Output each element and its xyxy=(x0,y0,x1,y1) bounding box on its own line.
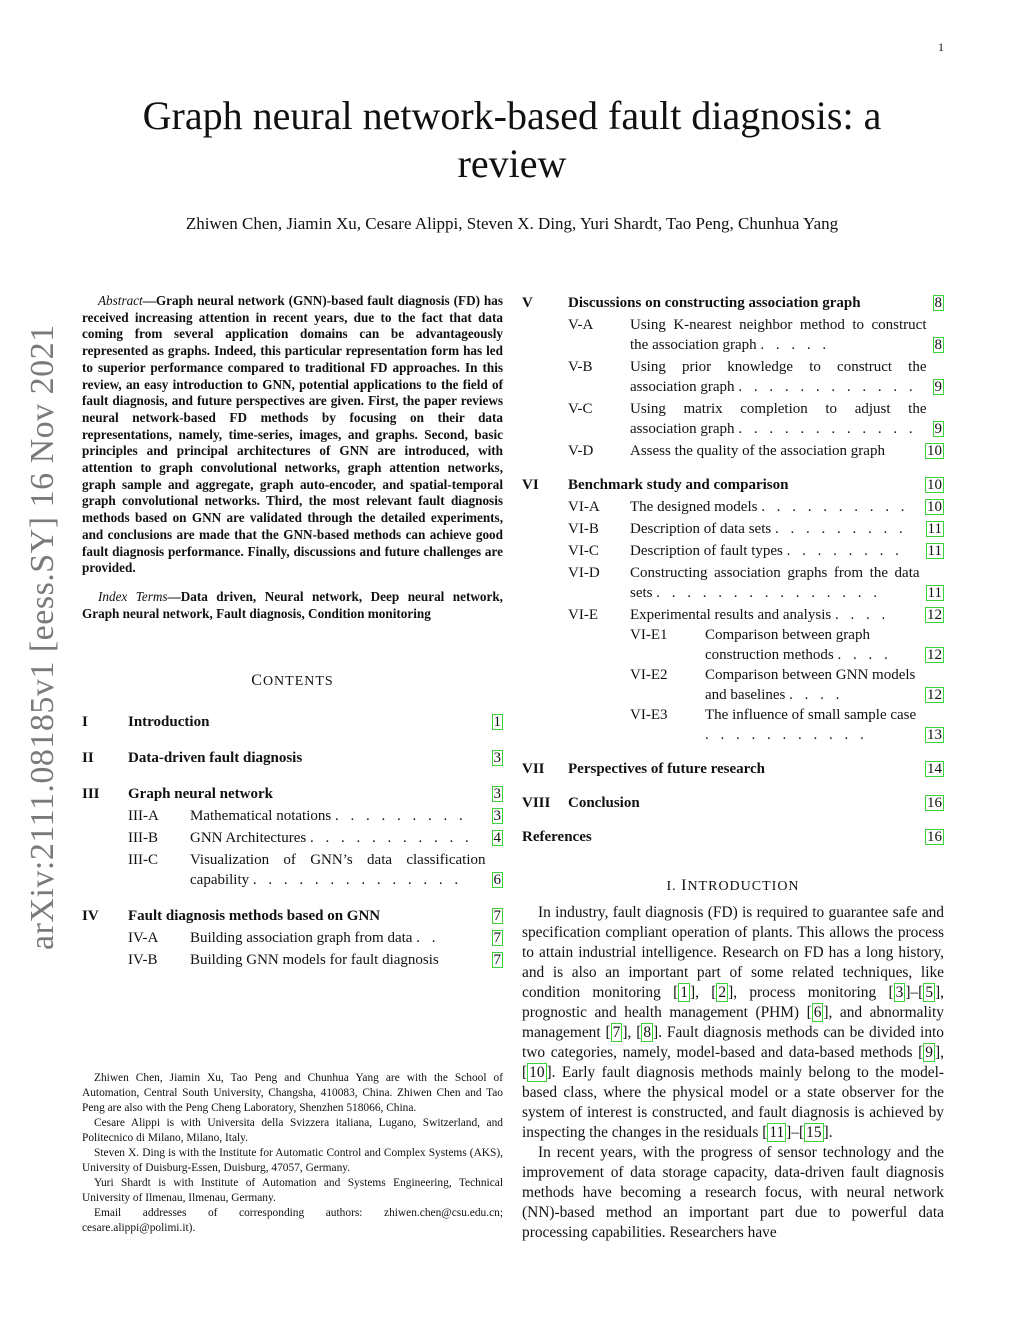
right-column xyxy=(522,293,944,1243)
toc-page-link[interactable]: 7 xyxy=(493,930,501,947)
toc-page-link[interactable]: 10 xyxy=(927,499,942,515)
toc-page-link[interactable]: 14 xyxy=(927,761,942,777)
toc-subsubentry[interactable]: VI-E3 The influence of small sample case . . . . . . . . . . . 13 xyxy=(630,707,942,743)
toc-entry[interactable]: VIII Conclusion 16 xyxy=(522,795,942,811)
citation-link[interactable]: 3 xyxy=(895,984,904,1001)
citation-link[interactable]: 1 xyxy=(680,984,688,1001)
page-number: 1 xyxy=(938,40,944,54)
toc-page-link[interactable]: 10 xyxy=(927,477,942,493)
toc-entry[interactable]: IV Fault diagnosis methods based on GNN 7 xyxy=(82,908,501,925)
toc-subentry[interactable]: VI-D Constructing association graphs from the data sets . . . . . . . . . . . . . . . 11 xyxy=(568,565,942,601)
toc-page-link[interactable]: 11 xyxy=(927,543,942,559)
introduction-body xyxy=(522,903,944,1243)
toc-subentry[interactable]: IV-A Building association graph from data . . 7 xyxy=(128,930,501,947)
toc-page-link[interactable]: 9 xyxy=(934,379,942,395)
toc-page-link[interactable]: 12 xyxy=(927,687,942,703)
arxiv-stamp[interactable]: arXiv:2111.08185v1 [eess.SY] 16 Nov 2021 xyxy=(24,324,61,950)
citation-link[interactable]: 15 xyxy=(806,1124,822,1141)
toc-subentry[interactable]: IV-B Building GNN models for fault diagnosis 7 xyxy=(128,952,501,969)
toc-subentry[interactable]: VI-A The designed models . . . . . . . . . . 10 xyxy=(568,499,942,515)
footnote: Yuri Shardt is with Institute of Automation and Systems Engineering, Technical University of Ilmenau, Ilmenau, Germany. xyxy=(82,1177,503,1204)
citation-link[interactable]: 9 xyxy=(925,1044,933,1061)
footnote: Email addresses of corresponding authors: zhiwen.chen@csu.edu.cn; cesare.alippi@polimi.it). xyxy=(82,1207,503,1234)
citation-link[interactable]: 6 xyxy=(813,1004,822,1021)
toc-entry[interactable]: References 16 xyxy=(522,829,942,845)
toc-entry[interactable]: V Discussions on constructing association graph 8 xyxy=(522,295,942,311)
toc-page-link[interactable]: 16 xyxy=(927,795,942,811)
toc-subentry[interactable]: III-B GNN Architectures . . . . . . . . . . . 4 xyxy=(128,830,501,847)
toc-subentry[interactable]: III-C Visualization of GNN’s data classification capability . . . . . . . . . . . . . . 6 xyxy=(128,852,501,889)
toc-subsubentry[interactable]: VI-E2 Comparison between GNN models and baselines . . . . 12 xyxy=(630,667,942,703)
paragraph: In industry, fault diagnosis (FD) is required to guarantee safe and specification compliant operation of plants. This allows the process to attain industrial intelligence. Research on FD has a long history, and is also an important part of some related techniques, like condition monitoring [ 1 ], [ 2 ], process monitoring [ 3 ]–[ 5 ], prognostic and health management (PHM) [ 6 ], and abnormality management [ 7 ], [ 8 ]. Fault diagnosis methods can be divided into two categories, namely, model-based and data-based methods [ 9 ], [ 10 ]. Early fault diagnosis methods mainly belong to the model-based class, where the physical model or a state observer for the system of interest is constructed, and fault diagnosis is achieved by inspecting the changes in the residuals [ 11 ]–[ 15 ]. xyxy=(522,904,945,1141)
toc-right xyxy=(522,293,944,847)
toc-entry[interactable]: VI Benchmark study and comparison 10 xyxy=(522,477,942,493)
toc-page-link[interactable]: 3 xyxy=(493,808,501,825)
toc-entry[interactable]: II Data-driven fault diagnosis 3 xyxy=(82,750,501,767)
citation-link[interactable]: 2 xyxy=(718,984,727,1001)
toc-subentry[interactable]: V-B Using prior knowledge to construct the association graph . . . . . . . . . . . . 9 xyxy=(568,359,942,395)
author-list: Zhiwen Chen, Jiamin Xu, Cesare Alippi, Steven X. Ding, Yuri Shardt, Tao Peng, Chunhua Yang xyxy=(185,214,839,233)
toc-page-link[interactable]: 8 xyxy=(934,337,942,353)
toc-subentry[interactable]: V-D Assess the quality of the association graph 10 xyxy=(568,443,942,459)
toc-page-link[interactable]: 4 xyxy=(493,830,501,847)
toc-page-link[interactable]: 9 xyxy=(934,421,942,437)
toc-subentry[interactable]: VI-B Description of data sets . . . . . . . . . 11 xyxy=(568,521,942,537)
toc-page-link[interactable]: 6 xyxy=(493,872,501,889)
toc-page-link[interactable]: 8 xyxy=(934,295,942,311)
toc-page-link[interactable]: 7 xyxy=(493,908,501,925)
index-terms-text: —Data driven, Neural network, Deep neural network, Graph neural network, Fault diagnosis, Condition monitoring xyxy=(82,588,503,621)
toc-subentry[interactable]: VI-E Experimental results and analysis . . . . 12 xyxy=(568,607,942,623)
toc-subentry[interactable]: III-A Mathematical notations . . . . . . . . . 3 xyxy=(128,808,501,825)
toc-entry[interactable]: I Introduction 1 xyxy=(82,714,501,731)
citation-link[interactable]: 5 xyxy=(925,984,934,1001)
toc-page-link[interactable]: 3 xyxy=(493,786,501,803)
contents-heading: CONTENTS xyxy=(251,672,334,690)
index-terms xyxy=(82,589,503,622)
footnote: Steven X. Ding is with the Institute for Automatic Control and Complex Systems (AKS), University of Duisburg-Essen, Duisburg, 47057, Germany. xyxy=(82,1147,503,1174)
citation-link[interactable]: 7 xyxy=(612,1024,621,1041)
citation-link[interactable]: 10 xyxy=(529,1064,545,1081)
paragraph: In recent years, with the progress of sensor technology and the improvement of data storage capacity, data-driven fault diagnosis methods have becoming a research focus, with neural network (NN)-based method an important part due to powerful data processing capabilities. Researchers have xyxy=(522,1144,944,1241)
toc-subsubentry[interactable]: VI-E1 Comparison between graph construction methods . . . . 12 xyxy=(630,627,942,663)
toc-page-link[interactable]: 10 xyxy=(927,443,942,459)
index-terms-label: Index Terms xyxy=(98,588,168,604)
toc-page-link[interactable]: 11 xyxy=(927,521,942,537)
toc-subentry[interactable]: V-A Using K-nearest neighbor method to construct the association graph . . . . . 8 xyxy=(568,317,942,353)
toc-page-link[interactable]: 16 xyxy=(927,829,942,845)
left-column xyxy=(82,293,503,970)
toc-entry[interactable]: III Graph neural network 3 xyxy=(82,786,501,803)
toc-page-link[interactable]: 7 xyxy=(493,952,501,969)
toc-entry[interactable]: VII Perspectives of future research 14 xyxy=(522,761,942,777)
footnotes xyxy=(82,1071,503,1236)
paper-title: Graph neural network-based fault diagnosis: a review xyxy=(142,93,882,186)
toc-page-link[interactable]: 12 xyxy=(927,647,942,663)
toc-page-link[interactable]: 13 xyxy=(927,727,942,743)
toc-page-link[interactable]: 1 xyxy=(493,714,501,731)
toc-page-link[interactable]: 12 xyxy=(927,607,942,623)
citation-link[interactable]: 8 xyxy=(643,1024,652,1041)
abstract xyxy=(82,293,503,577)
footnote: Zhiwen Chen, Jiamin Xu, Tao Peng and Chunhua Yang are with the School of Automation, Central South University, Changsha, 410083, China. Zhiwen Chen and Tao Peng are also with the Peng Cheng Laboratory, Shenzhen 518066, China. xyxy=(82,1072,503,1114)
footnote: Cesare Alippi is with Universita della Svizzera italiana, Lugano, Switzerland, and Politecnico di Milano, Milano, Italy. xyxy=(82,1117,503,1144)
abstract-label: Abstract xyxy=(98,293,143,308)
toc-page-link[interactable]: 3 xyxy=(493,750,501,767)
abstract-text: —Graph neural network (GNN)-based fault diagnosis (FD) has received increasing attention in recent years, due to the fact that data coming from several application domains can be advantageously represented as graphs. Indeed, this particular representation form has led to superior performance compared to traditional FD approaches. In this review, an easy introduction to GNN, potential applications to the field of fault diagnosis, and future perspectives are given. First, the paper reviews neural network-based FD methods by focusing on their data representations, namely, time-series, images, and graphs. Second, basic principles and principal architectures of GNN are introduced, with attention to graph convolutional networks, graph attention networks, graph sample and aggregate, graph auto-encoder, and spatial-temporal graph convolutional networks. Third, the most relevant fault diagnosis methods based on GNN are validated through the detailed experiments, and conclusions are made that the GNN-based methods can achieve good fault diagnosis performance. Finally, discussions and future challenges are provided. xyxy=(82,293,503,576)
toc-left xyxy=(82,712,503,970)
citation-link[interactable]: 11 xyxy=(769,1124,785,1141)
toc-page-link[interactable]: 11 xyxy=(927,585,942,601)
toc-subentry[interactable]: VI-C Description of fault types . . . . . . . . 11 xyxy=(568,543,942,559)
section-heading-introduction: I. INTRODUCTION xyxy=(666,877,800,894)
toc-subentry[interactable]: V-C Using matrix completion to adjust the association graph . . . . . . . . . . . . 9 xyxy=(568,401,942,437)
